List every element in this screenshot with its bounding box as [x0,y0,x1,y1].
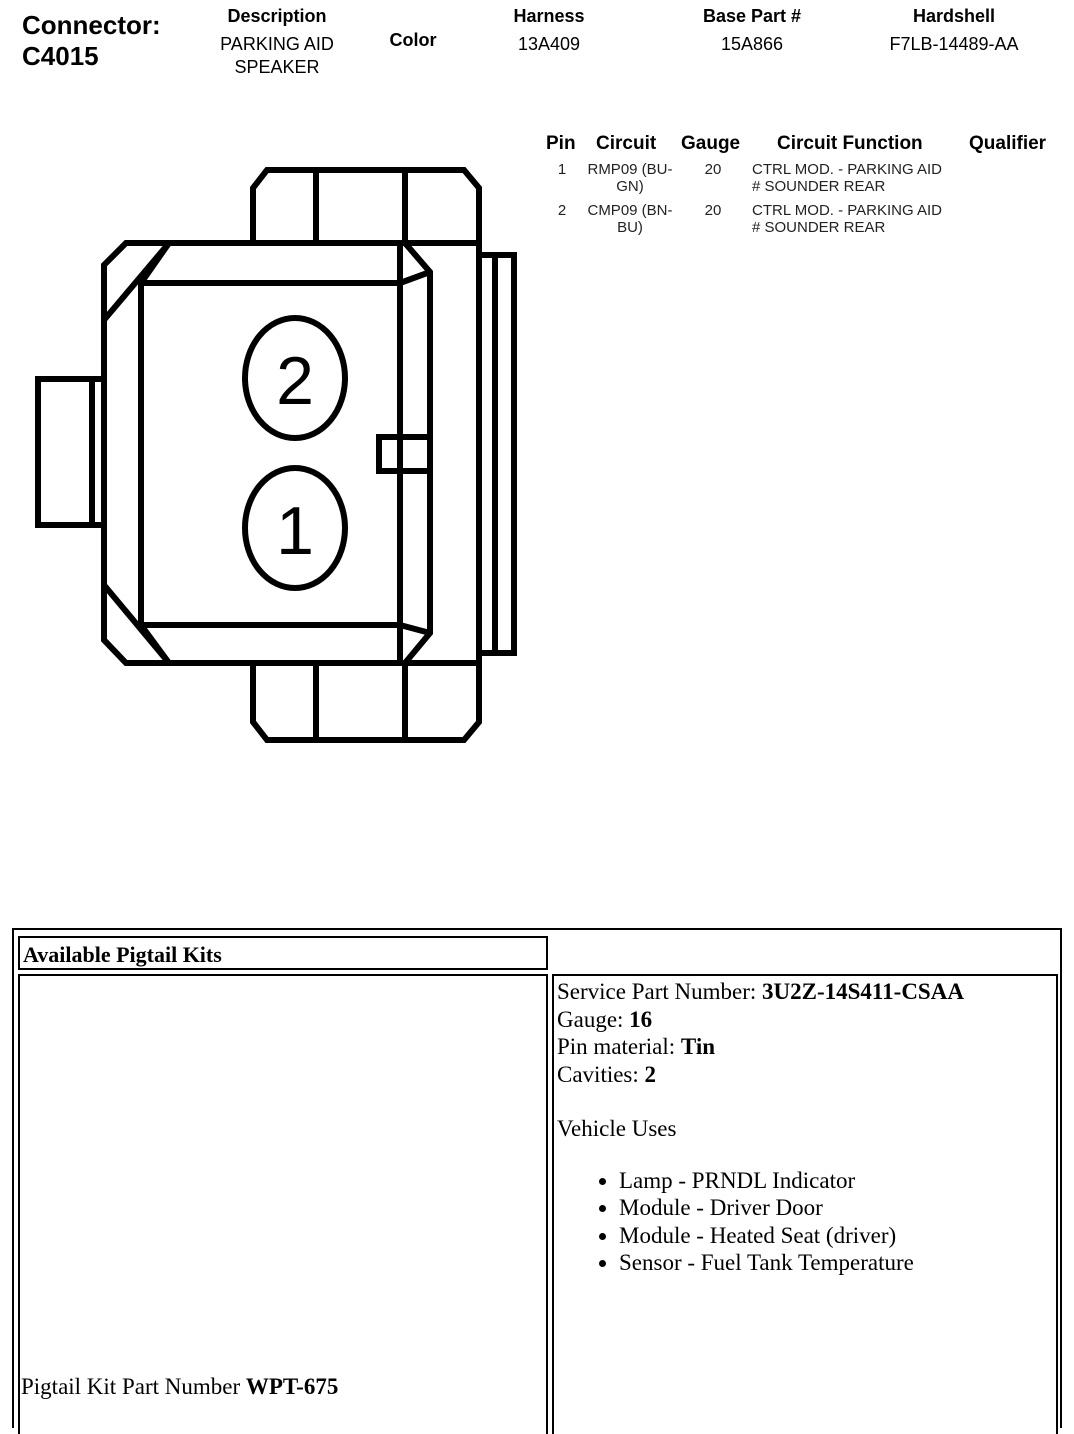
base-part-column [682,6,822,56]
color-heading: Color [389,30,437,50]
inner-top-bevel [400,272,430,283]
function-line-1: CTRL MOD. - PARKING AID [752,202,943,219]
hardshell-heading: Hardshell [912,6,996,26]
polarizing-key [379,437,430,471]
pin-material-label: Pin material: [557,1034,681,1059]
connector-outline [38,170,514,740]
harness-column [485,6,613,56]
base-part-heading: Base Part # [702,6,802,26]
list-item: • Module - Driver Door [619,1194,1056,1222]
description-column [196,6,358,79]
pin-number: 1 [557,161,567,178]
pigtail-image-cell [18,974,548,1434]
circuit-line-1: CMP09 (BN- [587,202,673,219]
circuit-function-column-header: Circuit Function [777,133,923,154]
harness-value: 13A409 [517,34,581,54]
connector-label: Connector: [22,10,161,40]
connector-title [22,10,161,72]
function-line-2: # SOUNDER REAR [752,219,886,236]
pin-number: 2 [557,202,567,219]
kit-label: Pigtail Kit Part Number [21,1374,246,1399]
vehicle-uses-list [557,1167,1056,1277]
pigtail-details-cell [552,974,1058,1434]
pin-material-line [557,1033,1056,1061]
description-value [196,33,358,79]
outer-shell [104,243,479,663]
service-part-label: Service Part Number: [557,979,763,1004]
circuit-line-2: GN) [616,178,644,195]
cavities-label: Cavities: [557,1061,645,1087]
pin-column-header: Pin [546,133,576,154]
gauge-column-header: Gauge [681,133,741,154]
circuit-column-header: Circuit [596,133,657,154]
cavities-value: 2 [644,1061,657,1087]
description-line-1: PARKING AID [220,34,334,54]
list-item: • Sensor - Fuel Tank Temperature [619,1249,1056,1277]
connector-face-diagram [0,140,540,760]
gauge-value: 20 [704,161,722,178]
circuit-function [752,202,952,236]
pigtail-kits-heading: Available Pigtail Kits [18,936,548,970]
circuit-line-1: RMP09 (BU- [587,161,673,178]
circuit-name [580,161,680,195]
connector-id: C4015 [22,41,99,71]
qualifier-column-header: Qualifier [969,133,1047,154]
gauge-label: Gauge: [557,1006,630,1032]
hardshell-value: F7LB-14489-AA [889,34,1019,54]
service-part-line [557,978,1056,1006]
function-line-2: # SOUNDER REAR [752,178,886,195]
gauge-value: 16 [629,1006,653,1032]
gauge-value: 20 [704,202,722,219]
service-part-value: 3U2Z-14S411-CSAA [762,979,964,1004]
bottom-latch [253,663,479,740]
vehicle-uses-heading: Vehicle Uses [557,1116,677,1141]
hardshell-column [872,6,1036,56]
pin-material-value: Tin [680,1034,716,1059]
gauge-line [557,1006,1056,1034]
pin-label-1: 1 [276,493,314,569]
circuit-function [752,161,952,195]
inner-bottom-bevel [400,625,430,633]
function-line-1: CTRL MOD. - PARKING AID [752,161,943,178]
circuit-name [580,202,680,236]
pin-label-2: 2 [276,343,314,419]
list-item: • Lamp - PRNDL Indicator [619,1167,1056,1195]
description-line-2: SPEAKER [234,57,320,77]
inner-body [141,243,430,663]
harness-heading: Harness [513,6,585,26]
list-item: • Module - Heated Seat (driver) [619,1222,1056,1250]
pigtail-kit-part-number [21,1374,338,1400]
description-heading: Description [227,6,327,26]
color-column [370,30,456,51]
cavities-line [557,1061,1056,1089]
kit-value: WPT-675 [245,1374,339,1399]
top-latch [253,170,479,243]
circuit-line-2: BU) [617,219,643,236]
base-part-value: 15A866 [720,34,784,54]
